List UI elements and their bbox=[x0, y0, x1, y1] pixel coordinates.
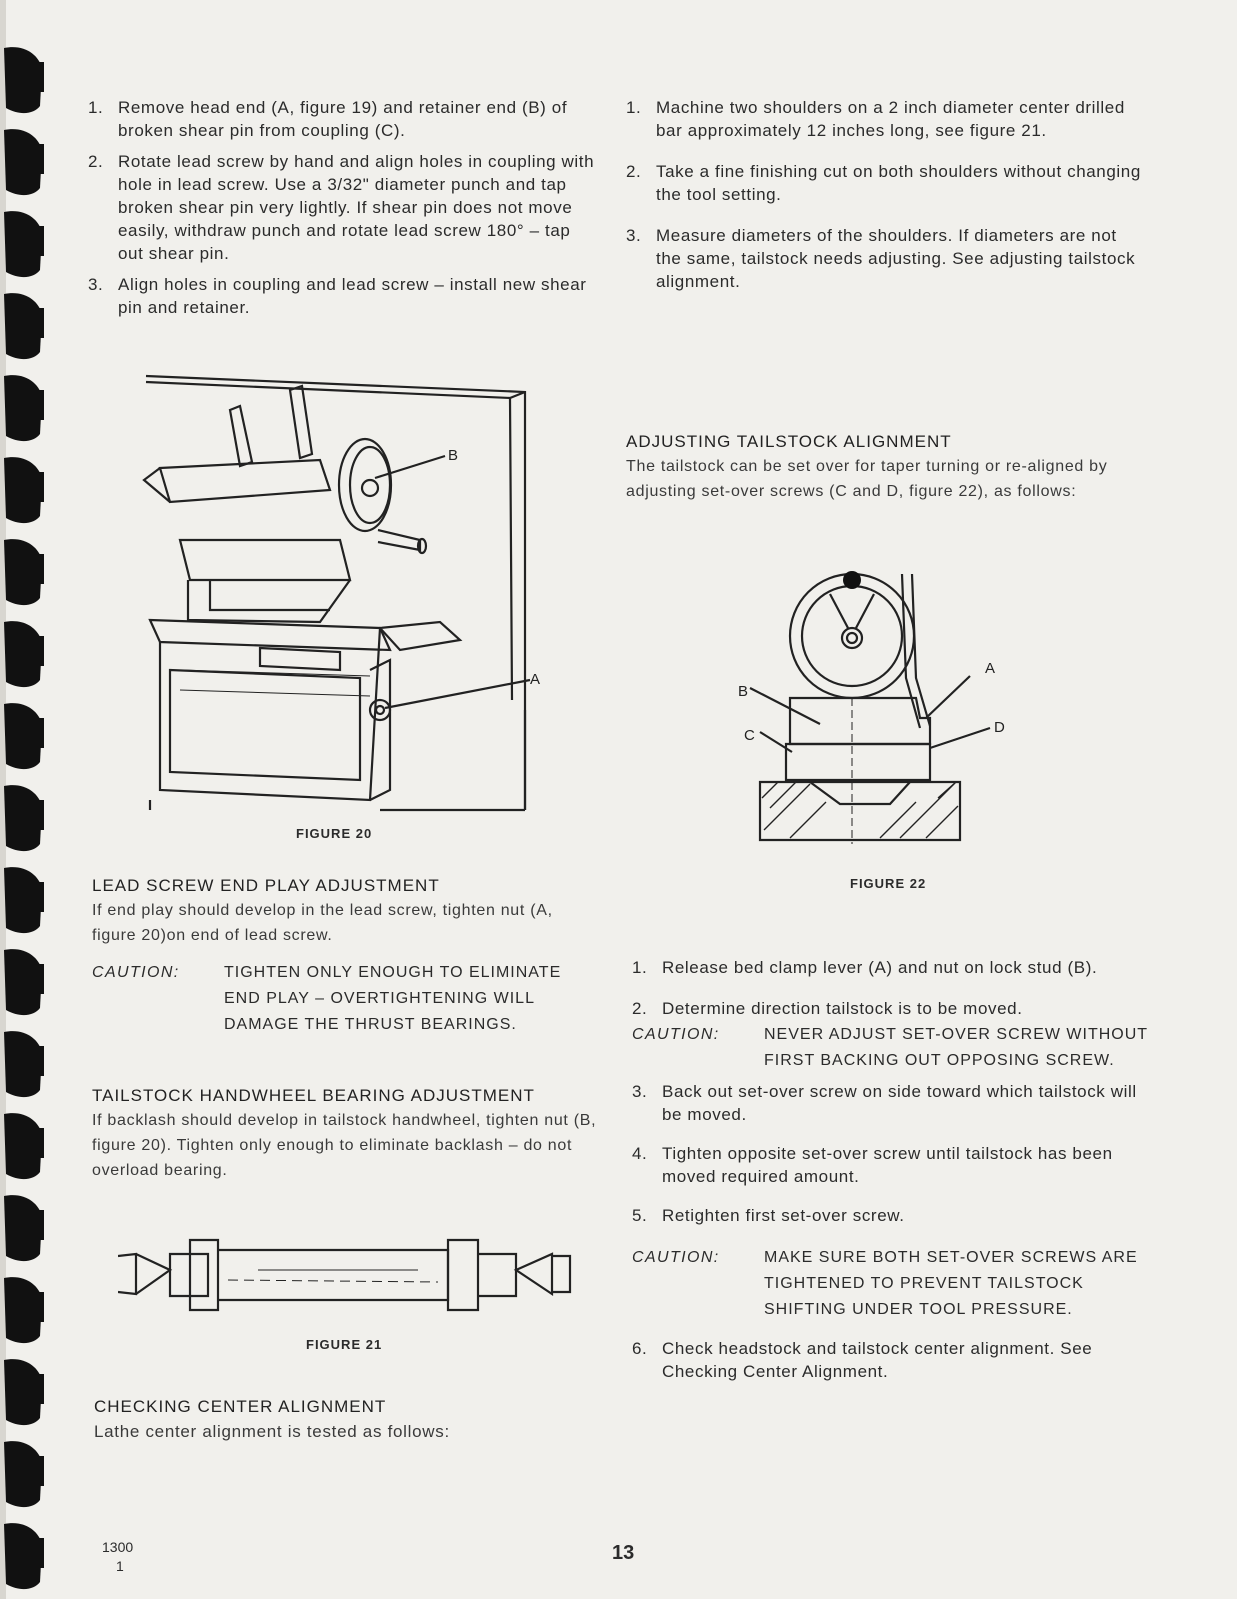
adjusting-tailstock-text: The tailstock can be set over for taper turning or re-aligned by adjusting set-over screws (C and D, figure 22), as follows: bbox=[626, 458, 1108, 500]
binding-hole bbox=[36, 1046, 44, 1076]
tailstock-handwheel-heading: TAILSTOCK HANDWHEEL BEARING ADJUSTMENT bbox=[92, 1086, 535, 1105]
right-procedure-steps-a bbox=[632, 956, 1156, 1020]
step-text: Rotate lead screw by hand and align holes in coupling with hole in lead screw. Use a 3/32" diameter punch and tap broken shear pin very lightly. If shear pin does not move easily, withdraw punch and rotate lead screw 180° – tap out shear pin. bbox=[118, 152, 595, 263]
step-number: 3. bbox=[632, 1082, 648, 1101]
binding-hole bbox=[36, 226, 44, 256]
right-procedure-steps-c bbox=[632, 1337, 1156, 1383]
list-item bbox=[88, 96, 598, 142]
right-procedure-steps-b bbox=[632, 1080, 1156, 1227]
step-number: 2. bbox=[88, 152, 104, 171]
figure-22-label-a: A bbox=[985, 660, 996, 677]
list-item bbox=[88, 150, 598, 265]
binding-hole bbox=[36, 472, 44, 502]
binding-hole bbox=[36, 1210, 44, 1240]
binding-hole bbox=[36, 636, 44, 666]
binding-hole bbox=[36, 308, 44, 338]
binding-hole bbox=[36, 964, 44, 994]
lead-screw-heading: LEAD SCREW END PLAY ADJUSTMENT bbox=[92, 876, 440, 895]
tailstock-handwheel-text: If backlash should develop in tailstock handwheel, tighten nut (B, figure 20). Tighten only enough to eliminate backlash – do not overload bearing. bbox=[92, 1112, 597, 1179]
list-item bbox=[632, 1337, 1156, 1383]
binding-hole bbox=[36, 1128, 44, 1158]
step-text: Back out set-over screw on side toward which tailstock will be moved. bbox=[662, 1082, 1137, 1124]
caution-label: CAUTION: bbox=[92, 964, 180, 981]
binding-hole bbox=[36, 1292, 44, 1322]
caution-set-over-screw bbox=[632, 1022, 1156, 1074]
figure-22-tailstock-drawing bbox=[730, 568, 1030, 848]
list-item bbox=[632, 1142, 1156, 1188]
caution-text: MAKE SURE BOTH SET-OVER SCREWS ARE TIGHTENED TO PREVENT TAILSTOCK SHIFTING UNDER TOOL PRESSURE. bbox=[764, 1249, 1138, 1318]
step-text: Remove head end (A, figure 19) and retainer end (B) of broken shear pin from coupling (C). bbox=[118, 98, 568, 140]
binding-hole bbox=[36, 390, 44, 420]
binding-hole bbox=[36, 144, 44, 174]
binding-hole bbox=[36, 554, 44, 584]
figure-22-caption: FIGURE 22 bbox=[850, 876, 927, 891]
step-number: 1. bbox=[88, 98, 104, 117]
figure-21-caption: FIGURE 21 bbox=[306, 1337, 383, 1352]
lead-screw-caution bbox=[92, 960, 602, 1038]
step-text: Retighten first set-over screw. bbox=[662, 1206, 905, 1225]
caution-label: CAUTION: bbox=[632, 1026, 720, 1043]
figure-20-label-b: B bbox=[448, 447, 459, 464]
step-number: 2. bbox=[632, 999, 648, 1018]
list-item bbox=[632, 956, 1156, 979]
figure-21-bar-drawing bbox=[118, 1230, 578, 1320]
checking-center-text: Lathe center alignment is tested as follows: bbox=[94, 1422, 450, 1441]
step-text: Check headstock and tailstock center alignment. See Checking Center Alignment. bbox=[662, 1339, 1093, 1381]
step-text: Determine direction tailstock is to be moved. bbox=[662, 999, 1023, 1018]
step-number: 3. bbox=[88, 275, 104, 294]
list-item bbox=[632, 997, 1156, 1020]
lead-screw-text: If end play should develop in the lead screw, tighten nut (A, figure 20)on end of lead screw. bbox=[92, 902, 553, 944]
step-text: Machine two shoulders on a 2 inch diameter center drilled bar approximately 12 inches long, see figure 21. bbox=[656, 98, 1125, 140]
binding-hole bbox=[36, 718, 44, 748]
step-text: Align holes in coupling and lead screw – install new shear pin and retainer. bbox=[118, 275, 587, 317]
checking-center-heading: CHECKING CENTER ALIGNMENT bbox=[94, 1397, 387, 1416]
caution-text: NEVER ADJUST SET-OVER SCREW WITHOUT FIRST BACKING OUT OPPOSING SCREW. bbox=[764, 1026, 1148, 1069]
list-item bbox=[626, 224, 1146, 293]
step-text: Release bed clamp lever (A) and nut on lock stud (B). bbox=[662, 958, 1098, 977]
binding-hole bbox=[36, 882, 44, 912]
figure-20-label-a: A bbox=[530, 671, 541, 688]
footer-model-number: 1300 bbox=[102, 1539, 134, 1555]
list-item bbox=[626, 96, 1146, 142]
step-number: 4. bbox=[632, 1144, 648, 1163]
step-number: 3. bbox=[626, 226, 642, 245]
step-number: 1. bbox=[626, 98, 642, 117]
caution-text: TIGHTEN ONLY ENOUGH TO ELIMINATE END PLAY – OVERTIGHTENING WILL DAMAGE THE THRUST BEARINGS. bbox=[224, 964, 562, 1033]
adjusting-tailstock-heading: ADJUSTING TAILSTOCK ALIGNMENT bbox=[626, 432, 952, 451]
list-item bbox=[632, 1080, 1156, 1126]
figure-20-caption: FIGURE 20 bbox=[296, 826, 373, 841]
figure-22-label-d: D bbox=[994, 719, 1005, 736]
caution-label: CAUTION: bbox=[632, 1249, 720, 1266]
step-number: 6. bbox=[632, 1339, 648, 1358]
figure-20-lathe-drawing bbox=[140, 370, 560, 830]
list-item bbox=[626, 160, 1146, 206]
step-text: Measure diameters of the shoulders. If diameters are not the same, tailstock needs adjusting. See adjusting tailstock alignment. bbox=[656, 226, 1136, 291]
step-text: Take a fine finishing cut on both shoulders without changing the tool setting. bbox=[656, 162, 1141, 204]
binding-hole bbox=[36, 800, 44, 830]
step-number: 1. bbox=[632, 958, 648, 977]
caution-both-screws bbox=[632, 1245, 1156, 1323]
left-steps-list bbox=[88, 96, 598, 319]
list-item bbox=[88, 273, 598, 319]
figure-22-label-b: B bbox=[738, 683, 749, 700]
step-number: 2. bbox=[626, 162, 642, 181]
footer-revision: 1 bbox=[116, 1558, 124, 1574]
binding-hole bbox=[36, 1374, 44, 1404]
spiral-binding bbox=[0, 0, 60, 1599]
figure-22-label-c: C bbox=[744, 727, 755, 744]
binding-hole bbox=[36, 62, 44, 92]
page-number: 13 bbox=[612, 1542, 635, 1564]
binding-hole bbox=[36, 1538, 44, 1568]
step-number: 5. bbox=[632, 1206, 648, 1225]
right-steps-list bbox=[626, 96, 1146, 293]
step-text: Tighten opposite set-over screw until tailstock has been moved required amount. bbox=[662, 1144, 1113, 1186]
list-item bbox=[632, 1204, 1156, 1227]
binding-hole bbox=[36, 1456, 44, 1486]
